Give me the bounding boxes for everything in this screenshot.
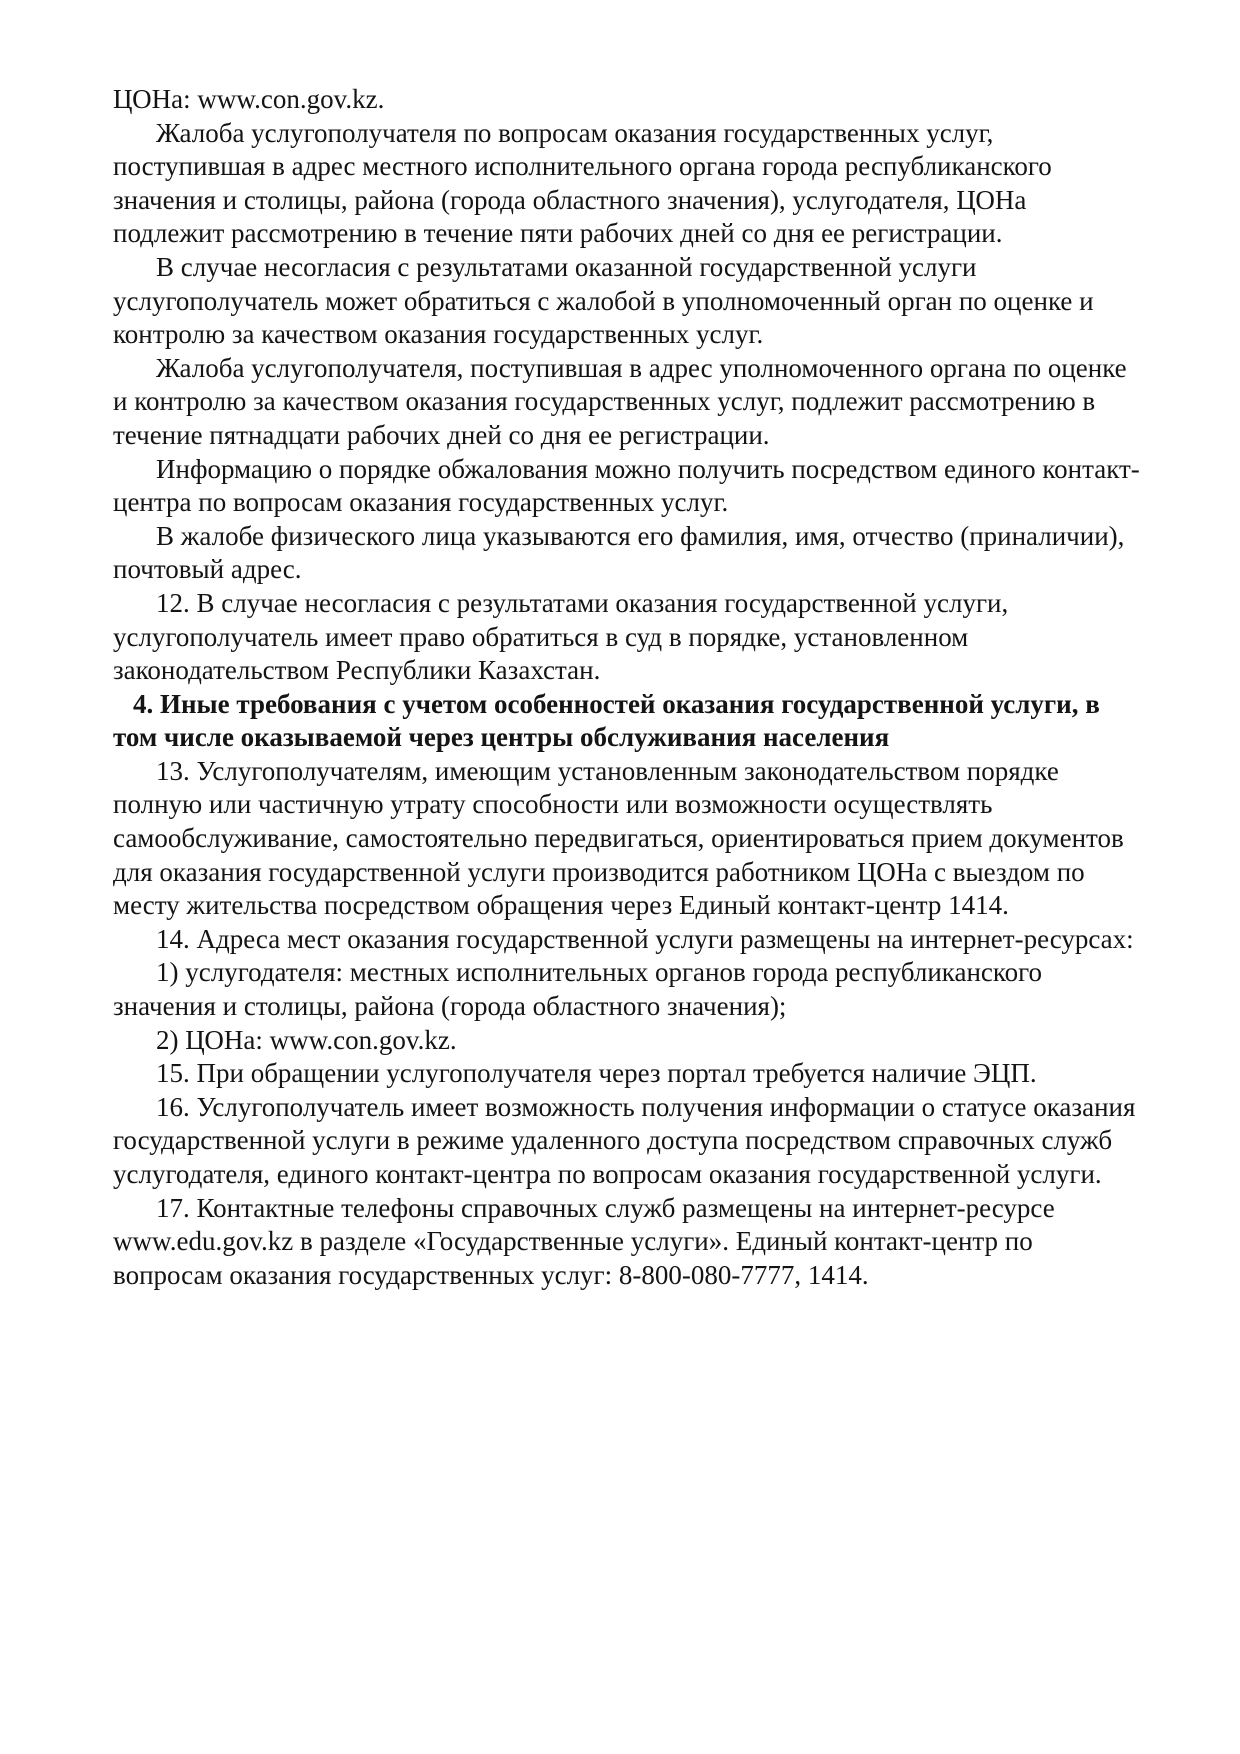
paragraph-item-14: 14. Адреса мест оказания государственной услуги размещены на интернет-ресурсах: [156, 923, 1134, 954]
paragraph-item-17: 17. Контактные телефоны справочных служб размещены на интернет-ресурсе www.edu.gov.kz в разделе «Государственные услуги». Единый контакт-центр по вопросам оказания государственных услуг: 8-800-080-7777, 1414. [113, 1192, 1055, 1290]
paragraph-item-14-2: 2) ЦОНа: www.con.gov.kz. [156, 1024, 457, 1055]
paragraph-complaint-authority: Жалоба услугополучателя, поступившая в адрес уполномоченного органа по оценке и контролю за качеством оказания государственных услуг, подлежит рассмотрению в течение пятнадцати рабочих дней со дня ее регистрации. [113, 352, 1127, 450]
paragraph-item-16: 16. Услугополучатель имеет возможность получения информации о статусе оказания государственной услуги в режиме удаленного доступа посредством справочных служб услугодателя, единого контакт-центра по вопросам оказания государственной услуги. [113, 1091, 1136, 1189]
paragraph-complaint-contents: В жалобе физического лица указываются его фамилия, имя, отчество (приналичии), почтовый адрес. [113, 520, 1125, 585]
paragraph-item-12: 12. В случае несогласия с результатами оказания государственной услуги, услугополучатель имеет право обратиться в суд в порядке, установленном законодательством Республики Казахстан. [113, 587, 1009, 686]
paragraph-item-13: 13. Услугополучателям, имеющим установленным законодательством порядке полную или частичную утрату способности или возможности осуществлять самообслуживание, самостоятельно передвигаться, ориентироваться прием документов для оказания государственной услуги производится работником ЦОНа с выездом по месту жительства посредством обращения через Единый контакт-центр 1414. [113, 755, 1124, 921]
document-page [113, 83, 1143, 1292]
paragraph-con-site: ЦОНа: www.con.gov.kz. [113, 84, 385, 114]
paragraph-appeal-info: Информацию о порядке обжалования можно получить посредством единого контакт-центра по вопросам оказания государственных услуг. [113, 453, 1140, 518]
paragraph-item-14-1: 1) услугодателя: местных исполнительных органов города республиканского значения и столицы, района (города областного значения); [113, 957, 1043, 1022]
paragraph-item-15: 15. При обращении услугополучателя через портал требуется наличие ЭЦП. [156, 1058, 1037, 1089]
paragraph-complaint-local: Жалоба услугополучателя по вопросам оказания государственных услуг, поступившая в адрес местного исполнительного органа города республиканского значения и столицы, района (города областного значения), услугодателя, ЦОНа подлежит рассмотрению в течение пяти рабочих дней со дня ее регистрации. [113, 117, 1052, 249]
section-heading-4: 4. Иные требования с учетом особенностей оказания государственной услуги, в том числе оказываемой через центры обслуживания населения [113, 688, 1100, 753]
paragraph-disagreement-authority: В случае несогласия с результатами оказанной государственной услуги услугополучатель может обратиться с жалобой в уполномоченный орган по оценке и контролю за качеством оказания государственных услуг. [113, 251, 1094, 350]
